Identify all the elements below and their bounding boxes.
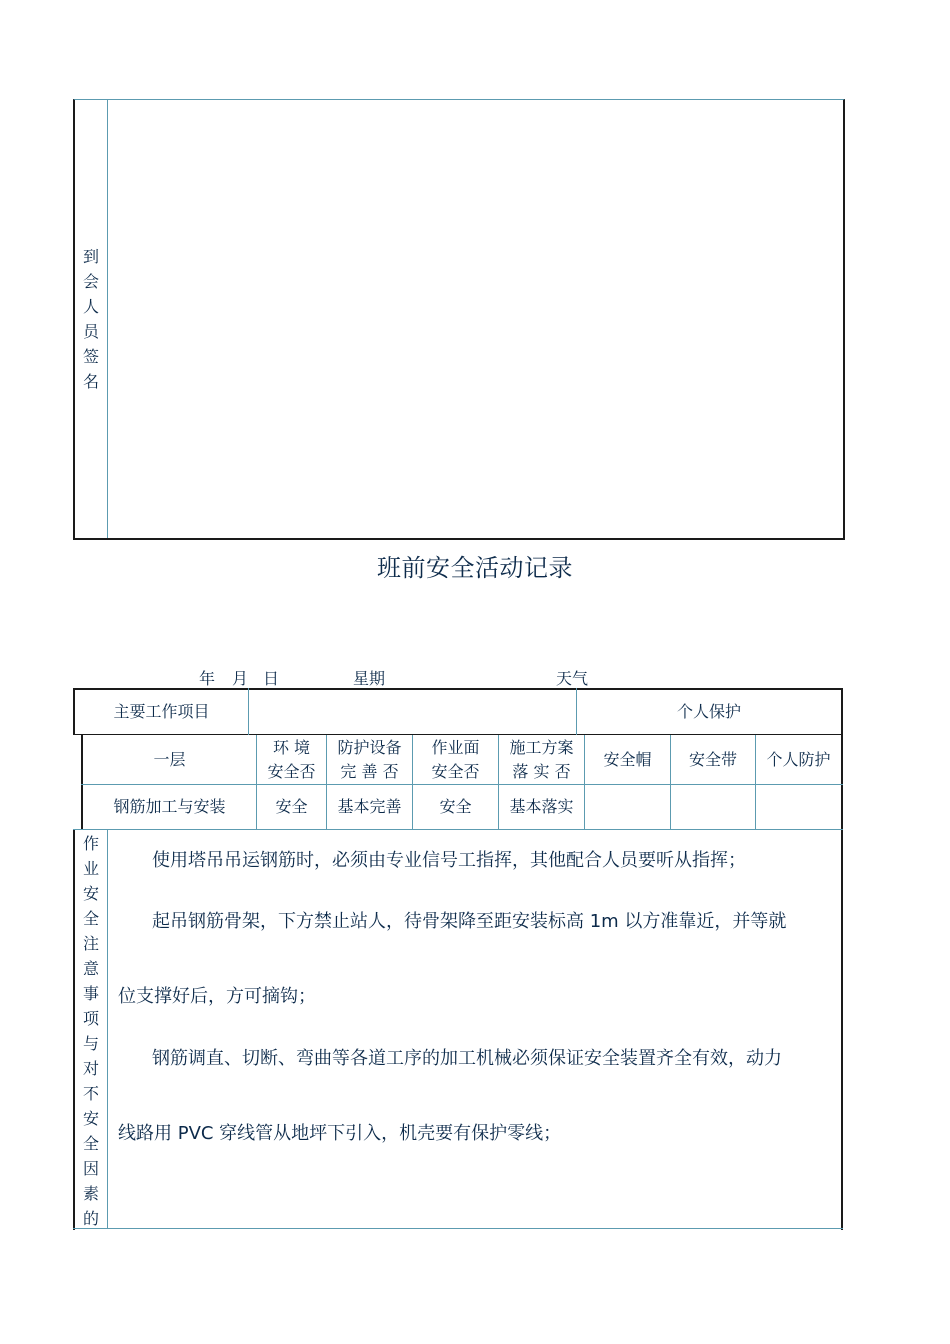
notes-label-char: 全 [82, 1134, 99, 1153]
floor-label: 一层 [153, 749, 186, 769]
table-col-line [107, 830, 108, 1228]
col-helmet: 安全帽 [603, 749, 652, 769]
col-env-line: 安全否 [267, 761, 316, 781]
notes-label-char: 素 [82, 1184, 99, 1203]
notes-label-char: 意 [82, 959, 99, 978]
note-line: 位支撑好后，方可摘钩； [118, 986, 316, 1007]
val-personal [756, 785, 841, 829]
table-row-line [73, 829, 843, 830]
table-border-right [841, 688, 843, 1230]
signature-label-char: 人 [82, 297, 99, 316]
val-env: 安全 [275, 797, 308, 816]
signature-label-char: 签 [82, 347, 99, 366]
notes-label-char: 因 [82, 1159, 99, 1178]
notes-label-char: 注 [82, 934, 99, 953]
val-helmet [585, 785, 670, 829]
notes-label [75, 831, 107, 1231]
notes-label-char: 事 [82, 984, 99, 1003]
notes-label-char: 业 [82, 859, 99, 878]
val-plan: 基本落实 [509, 797, 574, 816]
notes-label-char: 与 [82, 1034, 99, 1053]
signature-label-char: 员 [82, 322, 99, 341]
col-work-surface [413, 735, 498, 784]
main-work-value [249, 690, 576, 734]
signature-divider [107, 100, 108, 538]
signature-label-char: 到 [82, 247, 99, 266]
note-line: 使用塔吊吊运钢筋时，必须由专业信号工指挥，其他配合人员要听从指挥； [152, 850, 746, 871]
col-belt: 安全带 [688, 749, 737, 769]
col-protect [327, 735, 412, 784]
notes-label-char: 作 [82, 834, 99, 853]
task-name: 钢筋加工与安装 [113, 797, 226, 816]
day-label: 日 [263, 669, 280, 688]
notes-label-char: 安 [82, 1109, 99, 1128]
val-belt [671, 785, 755, 829]
col-protect-line: 完 善 否 [340, 761, 399, 781]
val-protect: 基本完善 [337, 797, 402, 816]
table-row-line [73, 1228, 843, 1229]
notes-label-char: 对 [82, 1059, 99, 1078]
signature-box [73, 99, 845, 540]
main-work-label: 主要工作项目 [113, 702, 210, 721]
col-work-surface-line: 作业面 [431, 737, 480, 757]
safety-record-table [73, 688, 843, 1230]
personal-protection-label: 个人保护 [676, 702, 741, 721]
signature-label [76, 244, 106, 394]
col-work-surface-line: 安全否 [431, 761, 480, 781]
signature-label-char: 名 [82, 372, 99, 391]
col-env-line: 环 境 [272, 737, 311, 757]
weekday-label: 星期 [353, 669, 386, 688]
col-protect-line: 防护设备 [337, 737, 402, 757]
col-plan [499, 735, 584, 784]
weather-label: 天气 [556, 669, 589, 688]
note-line: 线路用 PVC 穿线管从地坪下引入，机壳要有保护零线； [118, 1123, 562, 1144]
year-label: 年 [199, 669, 216, 688]
notes-label-char: 项 [82, 1009, 99, 1028]
col-personal: 个人防护 [766, 749, 831, 769]
col-plan-line: 施工方案 [509, 737, 574, 757]
month-label: 月 [232, 669, 249, 688]
notes-label-char: 安 [82, 884, 99, 903]
note-line: 起吊钢筋骨架，下方禁止站人，待骨架降至距安装标高 1m 以方准靠近，并等就 [152, 911, 787, 932]
col-env [257, 735, 326, 784]
val-work-surface: 安全 [439, 797, 472, 816]
page-title: 班前安全活动记录 [377, 554, 573, 582]
col-plan-line: 落 实 否 [512, 761, 571, 781]
notes-label-char: 的 [82, 1209, 99, 1228]
notes-label-char: 不 [82, 1084, 99, 1103]
note-line: 钢筋调直、切断、弯曲等各道工序的加工机械必须保证安全装置齐全有效，动力 [152, 1048, 782, 1069]
signature-label-char: 会 [82, 272, 99, 291]
notes-label-char: 全 [82, 909, 99, 928]
